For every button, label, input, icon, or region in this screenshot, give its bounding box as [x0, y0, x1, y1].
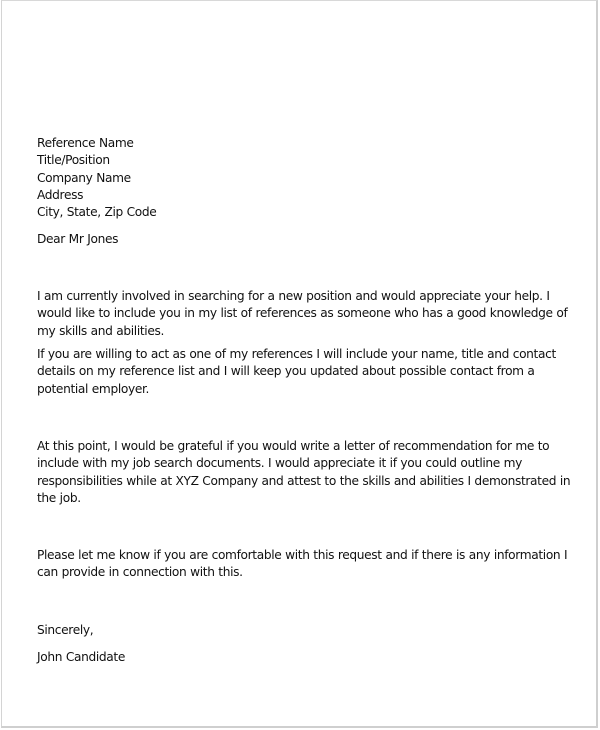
recipient-address-block: [37, 135, 577, 221]
recipient-city-state-zip: City, State, Zip Code: [37, 205, 157, 220]
body-paragraph-1: I am currently involved in searching for a new position and would appreciate your help. I would like to include you in my list of references as someone who has a good knowledge of my skills and abilities.: [37, 289, 568, 338]
closing: Sincerely,: [37, 623, 94, 637]
letter-page: [1, 0, 598, 728]
recipient-title: Title/Position: [37, 153, 110, 168]
body-paragraph-2: If you are willing to act as one of my references I will include your name, title and contact details on my reference list and I will keep you updated about possible contact from a potential employer.: [37, 347, 556, 396]
recipient-company: Company Name: [37, 170, 131, 185]
salutation: Dear Mr Jones: [37, 232, 119, 246]
body-paragraph-4: Please let me know if you are comfortable with this request and if there is any information I can provide in connection with this.: [37, 548, 568, 580]
recipient-name: Reference Name: [37, 136, 134, 150]
signature: John Candidate: [37, 650, 125, 664]
recipient-address: Address: [37, 187, 84, 202]
body-paragraph-3: At this point, I would be grateful if you would write a letter of recommendation for me to include with my job search documents. I would appreciate it if you could outline my responsibilities while at XYZ Company and attest to the skills and abilities I demonstrated in the job.: [37, 439, 571, 505]
